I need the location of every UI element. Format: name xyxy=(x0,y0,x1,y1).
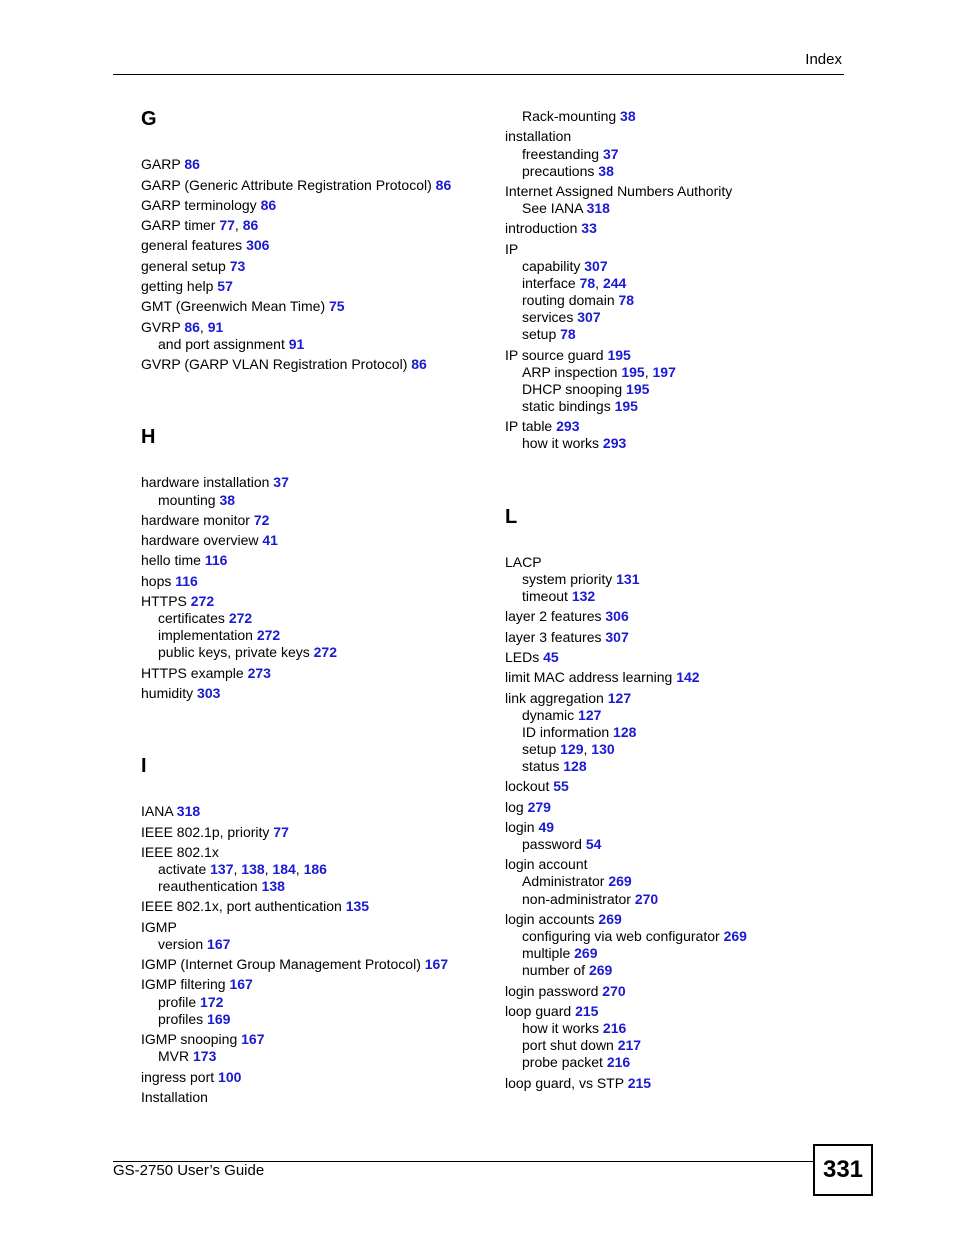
index-term: layer 3 features xyxy=(505,629,602,645)
index-term: log xyxy=(505,799,524,815)
index-term: login account xyxy=(505,856,588,872)
index-term: probe packet xyxy=(522,1054,603,1070)
index-subentry xyxy=(505,758,587,775)
index-section-letter: H xyxy=(141,426,156,448)
index-subentry xyxy=(505,836,601,853)
index-subentry xyxy=(141,1048,216,1065)
index-entry xyxy=(505,911,622,928)
index-subentry xyxy=(505,571,639,588)
page-reference-link[interactable]: 116 xyxy=(204,552,228,568)
page-reference-link[interactable]: 77 xyxy=(273,824,289,840)
page-reference-link[interactable]: 138 xyxy=(261,878,285,894)
page-reference-link[interactable]: 270 xyxy=(634,891,659,907)
page-reference-link[interactable]: 45 xyxy=(543,649,559,665)
index-subentry xyxy=(505,258,608,275)
index-entry xyxy=(505,649,559,666)
page-reference-link[interactable]: 167 xyxy=(241,1031,265,1047)
index-term: certificates xyxy=(158,610,225,626)
index-term: profiles xyxy=(158,1011,204,1027)
page-reference-link[interactable]: 72 xyxy=(253,512,270,528)
index-term: IGMP (Internet Group Management Protocol) xyxy=(141,956,421,972)
index-entry xyxy=(141,1089,208,1106)
index-term: capability xyxy=(522,258,581,274)
page-reference-link[interactable]: 132 xyxy=(571,588,596,604)
index-term: IGMP snooping xyxy=(141,1031,238,1047)
index-term: ingress port xyxy=(141,1069,215,1085)
index-term: login accounts xyxy=(505,911,595,927)
index-term: login xyxy=(505,819,535,835)
index-entry xyxy=(141,278,233,295)
page-reference-link[interactable]: 55 xyxy=(553,778,569,794)
header-title: Index xyxy=(805,51,842,68)
page-reference-link[interactable]: 195 xyxy=(614,398,638,414)
index-term: IP xyxy=(505,241,519,257)
index-term: profile xyxy=(158,994,197,1010)
index-entry xyxy=(141,237,269,254)
page-reference-link[interactable]: 269 xyxy=(588,962,613,978)
index-subentry xyxy=(505,435,626,452)
page-reference-link[interactable]: 38 xyxy=(219,492,236,508)
index-term: version xyxy=(158,936,204,952)
page-reference-link[interactable]: 78 xyxy=(579,275,596,291)
page-reference-link[interactable]: 293 xyxy=(602,435,627,451)
index-term: port shut down xyxy=(522,1037,614,1053)
page-reference-link[interactable]: 54 xyxy=(585,836,602,852)
index-term: login password xyxy=(505,983,599,999)
index-term: how it works xyxy=(522,1020,600,1036)
index-entry xyxy=(141,803,200,820)
index-entry xyxy=(141,919,177,936)
page-reference-link[interactable]: 272 xyxy=(256,627,281,643)
index-term: humidity xyxy=(141,685,194,701)
page-reference-link[interactable]: 167 xyxy=(424,956,449,972)
page-reference-link[interactable]: 217 xyxy=(617,1037,642,1053)
page-reference-link[interactable]: 137 xyxy=(210,861,234,877)
page-reference-link[interactable]: 318 xyxy=(586,200,610,216)
header-divider xyxy=(113,74,844,75)
page-reference-link[interactable]: 135 xyxy=(345,898,370,914)
index-subentry xyxy=(505,398,638,415)
index-term: Internet Assigned Numbers Authority xyxy=(505,183,733,199)
index-subentry xyxy=(141,610,252,627)
footer-guide-title: GS-2750 User’s Guide xyxy=(113,1162,265,1179)
index-subentry xyxy=(505,326,576,343)
index-entry xyxy=(505,778,569,795)
index-term: implementation xyxy=(158,627,253,643)
index-subentry xyxy=(505,928,747,945)
index-term: multiple xyxy=(522,945,571,961)
index-entry xyxy=(141,844,219,861)
index-term: GVRP (GARP VLAN Registration Protocol) xyxy=(141,356,408,372)
index-term: link aggregation xyxy=(505,690,604,706)
page-reference-link[interactable]: 195 xyxy=(607,347,631,363)
index-subentry xyxy=(505,873,632,890)
page-reference-link[interactable]: 318 xyxy=(176,803,201,819)
page-reference-link[interactable]: 37 xyxy=(602,146,619,162)
index-entry xyxy=(141,976,253,993)
index-subentry xyxy=(141,1011,230,1028)
index-term: IP source guard xyxy=(505,347,604,363)
page-reference-link[interactable]: 195 xyxy=(621,364,645,380)
page-reference-link[interactable]: 216 xyxy=(606,1054,631,1070)
index-term: loop guard, vs STP xyxy=(505,1075,624,1091)
index-subentry: activate 137, 138, 184, 186 xyxy=(158,861,327,877)
index-term: activate xyxy=(158,861,207,877)
index-term: GARP terminology xyxy=(141,197,257,213)
index-entry xyxy=(141,156,200,173)
index-entry xyxy=(141,573,198,590)
index-subentry xyxy=(141,936,230,953)
index-term: ID information xyxy=(522,724,610,740)
index-term: IEEE 802.1x, port authentication xyxy=(141,898,342,914)
index-subentry xyxy=(141,994,223,1011)
page-reference-link[interactable]: 78 xyxy=(618,292,635,308)
page-reference-link[interactable]: 173 xyxy=(193,1048,217,1064)
index-term: loop guard xyxy=(505,1003,572,1019)
page-reference-link[interactable]: 38 xyxy=(598,163,614,179)
index-term: number of xyxy=(522,962,586,978)
index-entry xyxy=(141,177,451,194)
index-subentry xyxy=(505,1054,630,1071)
index-term: lockout xyxy=(505,778,550,794)
index-entry xyxy=(505,856,588,873)
index-term: See IANA xyxy=(522,200,583,216)
index-term: installation xyxy=(505,128,572,144)
index-term: introduction xyxy=(505,220,578,236)
index-term: IGMP filtering xyxy=(141,976,226,992)
page-reference-link[interactable]: 38 xyxy=(620,108,636,124)
index-entry xyxy=(505,983,626,1000)
page-reference-link[interactable]: 49 xyxy=(538,819,555,835)
page-reference-link[interactable]: 279 xyxy=(527,799,551,815)
index-term: HTTPS xyxy=(141,593,187,609)
index-entry xyxy=(141,824,289,841)
page-reference-link[interactable]: 86 xyxy=(411,356,427,372)
index-entry xyxy=(141,898,369,915)
page-reference-link[interactable]: 130 xyxy=(591,741,615,757)
index-entry xyxy=(141,1031,265,1048)
page-reference-link[interactable]: 269 xyxy=(608,873,632,889)
index-term: GARP (Generic Attribute Registration Protocol) xyxy=(141,177,432,193)
index-term: limit MAC address learning xyxy=(505,669,673,685)
page-reference-link[interactable]: 215 xyxy=(627,1075,652,1091)
index-subentry xyxy=(141,878,285,895)
index-entry xyxy=(141,956,448,973)
index-term: configuring via web configurator xyxy=(522,928,720,944)
index-term: interface xyxy=(522,275,576,291)
page-reference-link[interactable]: 269 xyxy=(598,911,622,927)
index-subentry xyxy=(505,292,634,309)
index-entry xyxy=(505,690,631,707)
index-term: how it works xyxy=(522,435,600,451)
index-subentry xyxy=(505,724,636,741)
index-term: DHCP snooping xyxy=(522,381,623,397)
index-subentry xyxy=(505,163,614,180)
page-reference-link[interactable]: 73 xyxy=(229,258,246,274)
index-term: and port assignment xyxy=(158,336,285,352)
page-reference-link[interactable]: 91 xyxy=(288,336,305,352)
page-reference-link[interactable]: 215 xyxy=(575,1003,599,1019)
index-term: general features xyxy=(141,237,243,253)
page-reference-link[interactable]: 116 xyxy=(175,573,198,589)
index-term: GVRP xyxy=(141,319,181,335)
page-reference-link[interactable]: 169 xyxy=(207,1011,231,1027)
index-term: HTTPS example xyxy=(141,665,244,681)
index-subentry xyxy=(505,108,636,125)
index-subentry xyxy=(505,381,649,398)
index-term: layer 2 features xyxy=(505,608,602,624)
index-term: setup xyxy=(522,741,557,757)
page-reference-link[interactable]: 86 xyxy=(260,197,277,213)
index-term: reauthentication xyxy=(158,878,258,894)
index-subentry: setup 129, 130 xyxy=(522,741,615,757)
page-reference-link[interactable]: 244 xyxy=(602,275,627,291)
index-term: GMT (Greenwich Mean Time) xyxy=(141,298,326,314)
index-term: freestanding xyxy=(522,146,600,162)
page-reference-link[interactable]: 186 xyxy=(303,861,327,877)
index-entry xyxy=(141,593,214,610)
index-entry xyxy=(505,629,629,646)
page-reference-link[interactable]: 293 xyxy=(556,418,580,434)
index-term: dynamic xyxy=(522,707,575,723)
page-reference-link[interactable]: 142 xyxy=(676,669,700,685)
index-subentry: interface 78, 244 xyxy=(522,275,627,291)
index-subentry xyxy=(505,707,601,724)
page-reference-link[interactable]: 167 xyxy=(207,936,231,952)
index-entry xyxy=(505,418,579,435)
page-reference-link[interactable]: 128 xyxy=(563,758,587,774)
page-reference-link[interactable]: 86 xyxy=(242,217,259,233)
index-subentry xyxy=(505,1037,641,1054)
index-subentry xyxy=(141,492,235,509)
index-term: setup xyxy=(522,326,557,342)
index-subentry: ARP inspection 195, 197 xyxy=(522,364,676,380)
page-reference-link[interactable]: 269 xyxy=(723,928,747,944)
index-term: routing domain xyxy=(522,292,615,308)
index-entry xyxy=(141,665,271,682)
index-entry xyxy=(505,554,542,571)
page-reference-link[interactable]: 216 xyxy=(602,1020,627,1036)
index-entry xyxy=(505,241,518,258)
index-term: IEEE 802.1x xyxy=(141,844,219,860)
page-reference-link[interactable]: 33 xyxy=(581,220,597,236)
page-reference-link[interactable]: 306 xyxy=(246,237,270,253)
page-reference-link[interactable]: 184 xyxy=(272,861,296,877)
page-reference-link[interactable]: 77 xyxy=(219,217,235,233)
index-term: Installation xyxy=(141,1089,208,1105)
index-term: IANA xyxy=(141,803,173,819)
index-term: precautions xyxy=(522,163,595,179)
page-reference-link[interactable]: 306 xyxy=(605,608,629,624)
index-term: password xyxy=(522,836,582,852)
index-subentry xyxy=(505,200,610,217)
page-reference-link[interactable]: 272 xyxy=(228,610,253,626)
page-reference-link[interactable]: 307 xyxy=(605,629,629,645)
page-reference-link[interactable]: 303 xyxy=(197,685,221,701)
index-entry xyxy=(141,552,227,569)
index-entry xyxy=(505,347,631,364)
page-number: 331 xyxy=(813,1144,873,1196)
index-entry xyxy=(505,128,571,145)
page-reference-link[interactable]: 86 xyxy=(435,177,452,193)
index-entry xyxy=(141,512,269,529)
page-reference-link[interactable]: 269 xyxy=(574,945,598,961)
page-reference-link[interactable]: 91 xyxy=(207,319,224,335)
page-reference-link[interactable]: 100 xyxy=(218,1069,242,1085)
index-term: general setup xyxy=(141,258,226,274)
index-entry xyxy=(505,608,629,625)
index-entry xyxy=(141,298,345,315)
index-term: IGMP xyxy=(141,919,177,935)
page-reference-link[interactable]: 78 xyxy=(560,326,576,342)
index-term: ARP inspection xyxy=(522,364,618,380)
index-subentry xyxy=(505,962,612,979)
index-subentry xyxy=(505,309,601,326)
index-subentry xyxy=(141,627,280,644)
index-term: Administrator xyxy=(522,873,605,889)
index-term: public keys, private keys xyxy=(158,644,310,660)
index-term: hops xyxy=(141,573,172,589)
index-subentry xyxy=(505,1020,626,1037)
index-term: mounting xyxy=(158,492,216,508)
index-term: LACP xyxy=(505,554,542,570)
page-reference-link[interactable]: 128 xyxy=(613,724,637,740)
index-entry xyxy=(505,819,554,836)
index-entry xyxy=(141,197,276,214)
index-entry xyxy=(141,258,245,275)
index-term: hardware monitor xyxy=(141,512,250,528)
index-section-letter: I xyxy=(141,755,147,777)
index-entry: GARP timer 77, 86 xyxy=(141,217,259,233)
index-section-letter: G xyxy=(141,108,157,130)
index-entry xyxy=(505,669,700,686)
page-reference-link[interactable]: 86 xyxy=(184,156,200,172)
page-reference-link[interactable]: 129 xyxy=(560,741,584,757)
index-term: status xyxy=(522,758,560,774)
index-term: services xyxy=(522,309,574,325)
index-entry xyxy=(505,799,551,816)
page-reference-link[interactable]: 197 xyxy=(652,364,676,380)
index-subentry xyxy=(505,891,658,908)
page-reference-link[interactable]: 167 xyxy=(229,976,253,992)
index-subentry xyxy=(141,336,304,353)
index-term: system priority xyxy=(522,571,613,587)
page-reference-link[interactable]: 131 xyxy=(616,571,640,587)
index-term: hardware installation xyxy=(141,474,270,490)
index-term: hardware overview xyxy=(141,532,259,548)
page-reference-link[interactable]: 307 xyxy=(577,309,601,325)
index-subentry xyxy=(141,644,337,661)
index-term: hello time xyxy=(141,552,201,568)
index-term: GARP timer xyxy=(141,217,216,233)
index-term: getting help xyxy=(141,278,214,294)
index-subentry xyxy=(505,146,619,163)
index-entry xyxy=(505,220,597,237)
page-reference-link[interactable]: 41 xyxy=(262,532,278,548)
page-reference-link[interactable]: 86 xyxy=(184,319,200,335)
index-section-letter: L xyxy=(505,506,518,528)
page-reference-link[interactable]: 127 xyxy=(578,707,602,723)
page-reference-link[interactable]: 138 xyxy=(241,861,265,877)
index-entry: GVRP 86, 91 xyxy=(141,319,224,335)
page-reference-link[interactable]: 172 xyxy=(200,994,224,1010)
index-subentry xyxy=(505,945,598,962)
index-entry xyxy=(141,532,278,549)
page-reference-link[interactable]: 127 xyxy=(607,690,632,706)
page-reference-link[interactable]: 57 xyxy=(217,278,233,294)
page-reference-link[interactable]: 270 xyxy=(602,983,626,999)
index-entry xyxy=(141,685,220,702)
index-entry xyxy=(505,1003,598,1020)
index-subentry xyxy=(505,588,595,605)
index-term: LEDs xyxy=(505,649,540,665)
page-reference-link[interactable]: 75 xyxy=(329,298,345,314)
index-term: static bindings xyxy=(522,398,611,414)
index-term: GARP xyxy=(141,156,181,172)
page-reference-link[interactable]: 37 xyxy=(273,474,289,490)
index-term: Rack-mounting xyxy=(522,108,617,124)
page-reference-link[interactable]: 195 xyxy=(626,381,650,397)
index-term: timeout xyxy=(522,588,568,604)
index-term: non-administrator xyxy=(522,891,631,907)
index-entry xyxy=(141,356,427,373)
page-reference-link[interactable]: 272 xyxy=(313,644,337,660)
page-reference-link[interactable]: 272 xyxy=(190,593,215,609)
index-entry xyxy=(141,1069,241,1086)
index-term: IEEE 802.1p, priority xyxy=(141,824,270,840)
index-entry xyxy=(141,474,289,491)
index-entry xyxy=(505,1075,651,1092)
page-reference-link[interactable]: 307 xyxy=(584,258,608,274)
index-term: MVR xyxy=(158,1048,190,1064)
page-reference-link[interactable]: 273 xyxy=(247,665,271,681)
index-term: IP table xyxy=(505,418,553,434)
index-entry xyxy=(505,183,732,200)
